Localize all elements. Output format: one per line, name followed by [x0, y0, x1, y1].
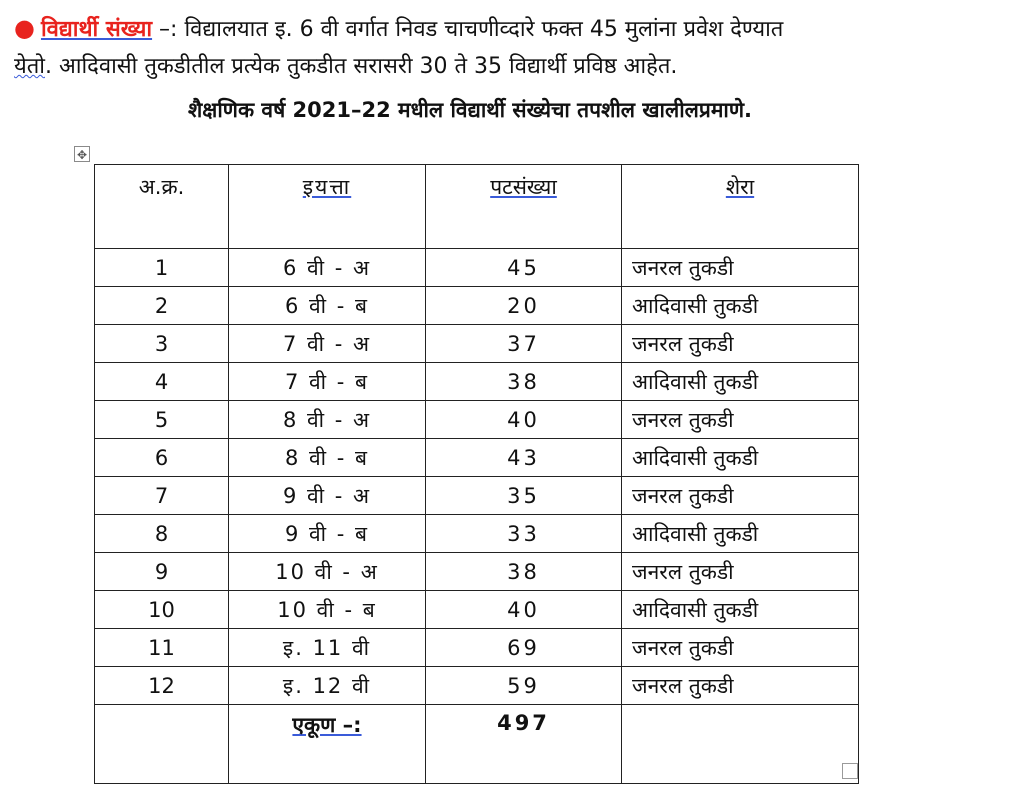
- row-class: 8 वी - ब: [229, 439, 426, 477]
- table-row: [95, 667, 859, 705]
- header-serial: अ.क्र.: [95, 165, 229, 249]
- row-serial: 5: [95, 401, 229, 439]
- row-remark: जनरल तुकडी: [622, 667, 859, 705]
- move-arrows-icon[interactable]: ✥: [74, 146, 90, 162]
- row-class: इ. 11 वी: [229, 629, 426, 667]
- row-serial: 1: [95, 249, 229, 287]
- resize-handle-icon[interactable]: [842, 763, 858, 779]
- row-serial: 9: [95, 553, 229, 591]
- row-class: 10 वी - अ: [229, 553, 426, 591]
- row-count: 59: [426, 667, 622, 705]
- table-header-row: [95, 165, 859, 249]
- row-remark: आदिवासी तुकडी: [622, 287, 859, 325]
- table-row: [95, 287, 859, 325]
- section-heading: विद्यार्थी संख्या: [40, 17, 153, 42]
- table-row: [95, 591, 859, 629]
- row-serial: 7: [95, 477, 229, 515]
- row-serial: 3: [95, 325, 229, 363]
- table-total-row: [95, 705, 859, 784]
- row-serial: 6: [95, 439, 229, 477]
- bullet-icon: ●: [14, 14, 35, 42]
- row-count: 69: [426, 629, 622, 667]
- row-remark: जनरल तुकडी: [622, 249, 859, 287]
- intro-text-2: . आदिवासी तुकडीतील प्रत्येक तुकडीत सरासरी 30 ते 35 विद्यार्थी प्रविष्ठ आहेत.: [45, 54, 678, 79]
- table-row: [95, 249, 859, 287]
- row-serial: 12: [95, 667, 229, 705]
- row-class: 7 वी - ब: [229, 363, 426, 401]
- row-count: 40: [426, 401, 622, 439]
- row-class: 9 वी - ब: [229, 515, 426, 553]
- header-remark: शेरा: [622, 165, 859, 249]
- row-serial: 4: [95, 363, 229, 401]
- row-remark: जनरल तुकडी: [622, 325, 859, 363]
- row-count: 40: [426, 591, 622, 629]
- row-class: 7 वी - अ: [229, 325, 426, 363]
- student-count-table: [94, 164, 859, 784]
- row-remark: जनरल तुकडी: [622, 629, 859, 667]
- table-row: [95, 401, 859, 439]
- intro-text-1: –: विद्यालयात इ. 6 वी वर्गात निवड चाचणीव्दारे फक्त 45 मुलांना प्रवेश देण्यात: [152, 17, 784, 42]
- table-row: [95, 477, 859, 515]
- row-count: 35: [426, 477, 622, 515]
- row-class: 10 वी - ब: [229, 591, 426, 629]
- row-count: 38: [426, 553, 622, 591]
- row-serial: 11: [95, 629, 229, 667]
- intro-line-2: [14, 48, 1010, 85]
- row-class: 6 वी - ब: [229, 287, 426, 325]
- header-count: पटसंख्या: [426, 165, 622, 249]
- total-empty-cell: [95, 705, 229, 784]
- row-remark: जनरल तुकडी: [622, 553, 859, 591]
- intro-line-1: [14, 10, 1010, 48]
- intro-word-yeto: येतो: [14, 54, 45, 79]
- intro-paragraph: [14, 10, 1010, 85]
- table-row: [95, 629, 859, 667]
- table-row: [95, 363, 859, 401]
- table-row: [95, 553, 859, 591]
- row-count: 33: [426, 515, 622, 553]
- row-serial: 8: [95, 515, 229, 553]
- table-row: [95, 515, 859, 553]
- row-serial: 2: [95, 287, 229, 325]
- total-value: 497: [426, 705, 622, 784]
- row-remark: आदिवासी तुकडी: [622, 515, 859, 553]
- row-serial: 10: [95, 591, 229, 629]
- row-count: 45: [426, 249, 622, 287]
- row-remark: आदिवासी तुकडी: [622, 439, 859, 477]
- row-count: 37: [426, 325, 622, 363]
- row-remark: आदिवासी तुकडी: [622, 363, 859, 401]
- total-label: एकूण –:: [229, 705, 426, 784]
- header-class: इयत्ता: [229, 165, 426, 249]
- table-caption: शैक्षणिक वर्ष 2021–22 मधील विद्यार्थी संख्येचा तपशील खालीलप्रमाणे.: [188, 98, 752, 122]
- row-count: 43: [426, 439, 622, 477]
- row-class: इ. 12 वी: [229, 667, 426, 705]
- row-class: 9 वी - अ: [229, 477, 426, 515]
- row-class: 6 वी - अ: [229, 249, 426, 287]
- table-row: [95, 325, 859, 363]
- row-remark: जनरल तुकडी: [622, 401, 859, 439]
- table-row: [95, 439, 859, 477]
- row-remark: आदिवासी तुकडी: [622, 591, 859, 629]
- row-remark: जनरल तुकडी: [622, 477, 859, 515]
- row-count: 38: [426, 363, 622, 401]
- total-remark-cell: [622, 705, 859, 784]
- row-count: 20: [426, 287, 622, 325]
- row-class: 8 वी - अ: [229, 401, 426, 439]
